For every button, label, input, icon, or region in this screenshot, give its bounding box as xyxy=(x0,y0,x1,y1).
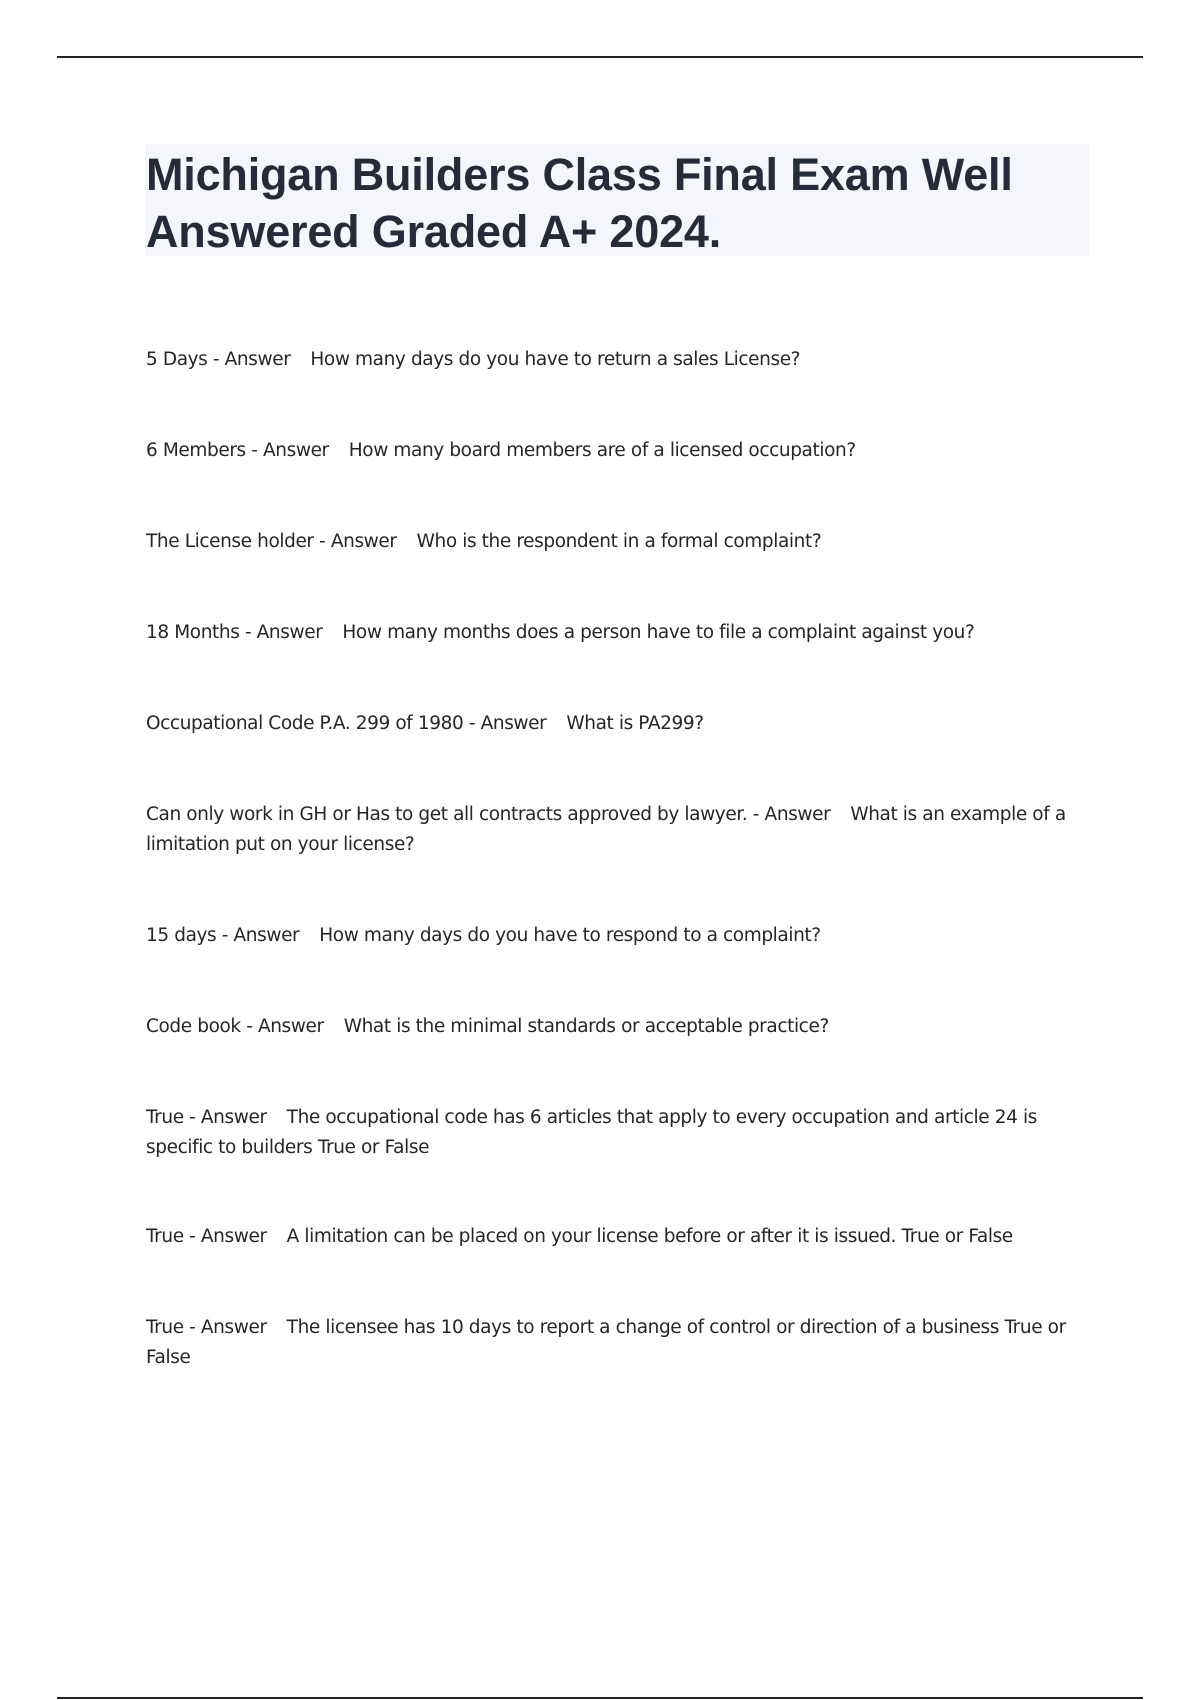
answer-text: True - Answer xyxy=(146,1317,267,1338)
qa-item xyxy=(146,527,1086,557)
answer-text: The License holder - Answer xyxy=(146,531,397,552)
question-text: The licensee has 10 days to report a change of control or direction of a business True or False xyxy=(146,1317,1066,1368)
answer-text: Code book - Answer xyxy=(146,1016,324,1037)
qa-item xyxy=(146,800,1086,860)
question-text: How many days do you have to return a sales License? xyxy=(310,349,801,370)
answer-text: 5 Days - Answer xyxy=(146,349,291,370)
qa-item xyxy=(146,436,1086,466)
question-text: How many months does a person have to file a complaint against you? xyxy=(342,622,975,643)
question-text: How many board members are of a licensed occupation? xyxy=(348,440,856,461)
question-text: The occupational code has 6 articles that apply to every occupation and article 24 is specific to builders True or False xyxy=(146,1107,1037,1158)
qa-item xyxy=(146,618,1086,648)
question-text: What is PA299? xyxy=(566,713,704,734)
question-text: Who is the respondent in a formal complaint? xyxy=(416,531,822,552)
qa-item xyxy=(146,345,1086,375)
question-text: A limitation can be placed on your license before or after it is issued. True or False xyxy=(286,1226,1013,1247)
answer-text: Occupational Code P.A. 299 of 1980 - Answer xyxy=(146,713,547,734)
qa-item xyxy=(146,1313,1086,1373)
answer-text: 18 Months - Answer xyxy=(146,622,323,643)
footer-rule xyxy=(57,1697,1143,1699)
answer-text: True - Answer xyxy=(146,1226,267,1247)
question-text: How many days do you have to respond to a complaint? xyxy=(319,925,821,946)
qa-item xyxy=(146,709,1086,739)
qa-item xyxy=(146,1012,1086,1042)
question-text: What is the minimal standards or acceptable practice? xyxy=(343,1016,829,1037)
document-title: Michigan Builders Class Final Exam Well Answered Graded A+ 2024. xyxy=(146,149,1013,257)
qa-item xyxy=(146,1222,1086,1252)
answer-text: 15 days - Answer xyxy=(146,925,300,946)
answer-text: True - Answer xyxy=(146,1107,267,1128)
answer-text: 6 Members - Answer xyxy=(146,440,329,461)
answer-text: Can only work in GH or Has to get all contracts approved by lawyer. - Answer xyxy=(146,804,831,825)
header-rule xyxy=(57,56,1143,58)
question-text: What is an example of a limitation put on your license? xyxy=(146,804,1066,855)
qa-item xyxy=(146,1103,1086,1163)
qa-item xyxy=(146,921,1086,951)
